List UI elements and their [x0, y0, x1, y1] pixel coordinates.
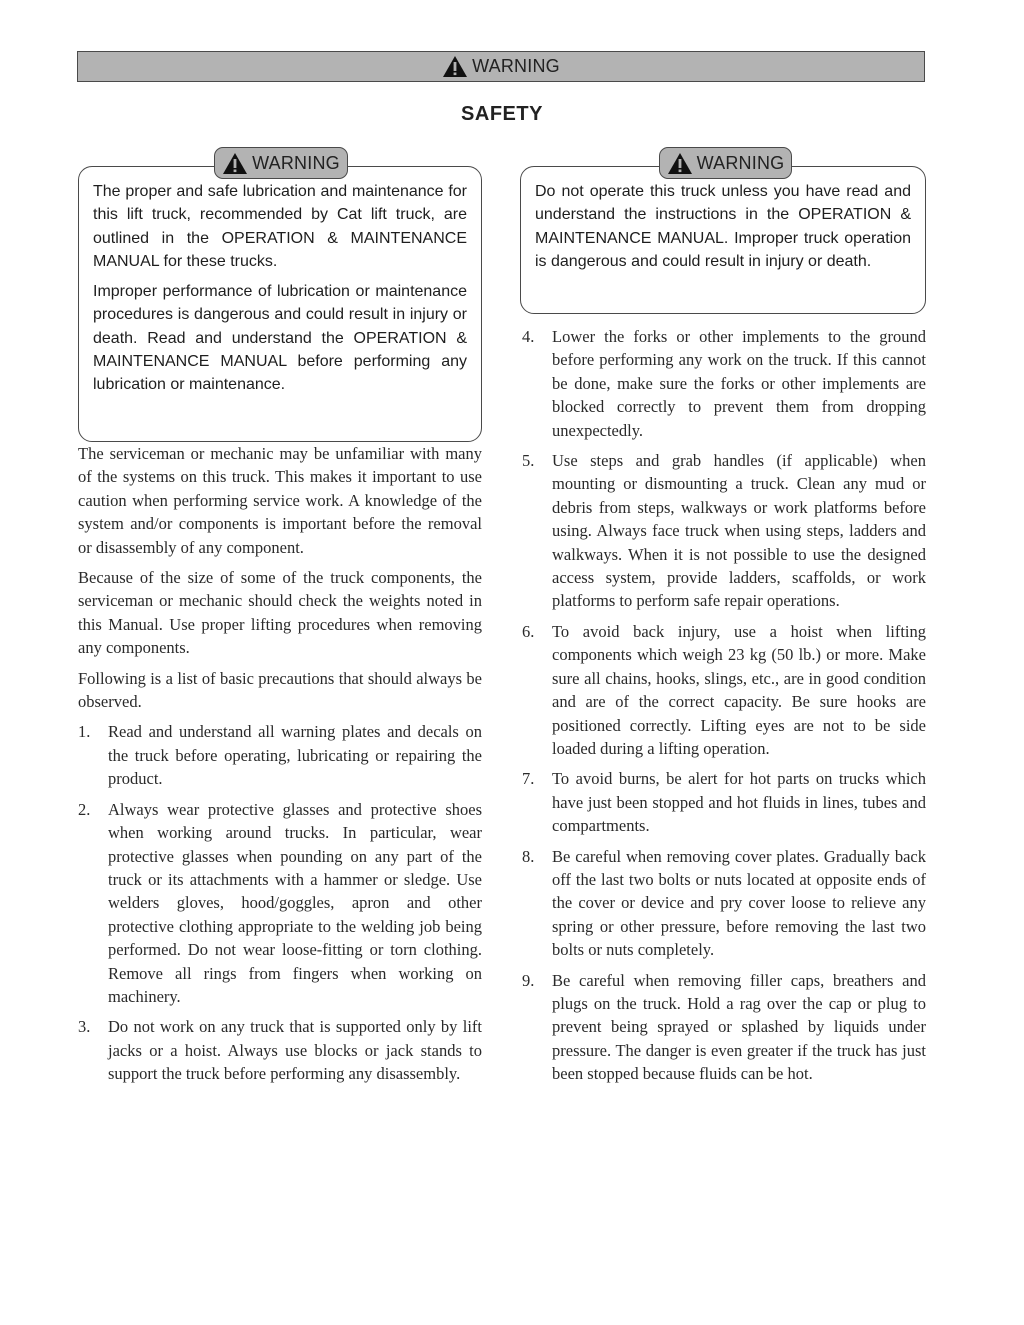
item-text: Use steps and grab handles (if applicable) when mounting or dismounting a truck. Clean any mud or debris from steps, walkways or work platforms before using. Always face truck when using steps, ladders and walkways. When it is not possible to use the designed access system, provide ladders, scaffolds, or work platforms to perform safe repair operations.	[552, 451, 926, 611]
item-text: To avoid burns, be alert for hot parts on trucks which have just been stopped and hot fluids in lines, tubes and compartments.	[552, 769, 926, 836]
left-box-paragraph: Improper performance of lubrication or maintenance procedures is dangerous and could result in injury or death. Read and understand the OPERATION & MAINTENANCE MANUAL before performing any lubrication or maintenance.	[93, 283, 467, 394]
left-paragraph: Because of the size of some of the truck components, the serviceman or mechanic should check the weights noted in this Manual. Use proper lifting procedures when removing any components.	[78, 568, 482, 658]
warning-triangle-icon	[222, 152, 248, 175]
precaution-list	[78, 720, 482, 1085]
list-item	[522, 767, 926, 837]
item-text: Lower the forks or other implements to the ground before performing any work on the truck. If this cannot be done, make sure the forks or other implements are blocked correctly to prevent them from dropping unexpectedly.	[552, 327, 926, 440]
warning-triangle-icon	[667, 152, 693, 175]
right-tag-label: WARNING	[696, 152, 785, 173]
banner-label: WARNING	[472, 56, 560, 76]
list-item	[522, 449, 926, 613]
item-text: Always wear protective glasses and protective shoes when working around trucks. In particular, wear protective glasses when pounding on any part of the truck or its attachments with a hammer or sledge. Use welders gloves, hood/goggles, apron and other protective clothing appropriate to the welding job being performed. Do not wear loose-fitting or torn clothing. Remove all rings from fingers when working on machinery.	[108, 799, 482, 1006]
left-tag-label: WARNING	[252, 152, 340, 173]
item-number: 8.	[522, 846, 535, 866]
left-warning-box	[78, 166, 482, 442]
left-paragraph: Following is a list of basic precautions that should always be observed.	[78, 668, 482, 712]
left-body	[78, 442, 482, 1093]
item-number: 1.	[78, 722, 91, 742]
list-item	[78, 1015, 482, 1085]
warning-triangle-icon	[442, 55, 468, 78]
page-title: SAFETY	[461, 103, 543, 125]
item-number: 7.	[522, 769, 535, 789]
left-warning-tag	[214, 147, 348, 179]
list-item	[78, 720, 482, 790]
item-number: 3.	[78, 1017, 91, 1037]
item-text: To avoid back injury, use a hoist when lifting components which weigh 23 kg (50 lb.) or more. Make sure all chains, hooks, slings, etc., are in good condition and are of the correct capacity. Be sure hooks are positioned correctly. Lifting eyes are not to be side loaded during a lifting operation.	[552, 621, 926, 758]
right-warning-box	[520, 166, 926, 314]
right-box-paragraph: Do not operate this truck unless you have read and understand the instructions in the OPERATION & MAINTENANCE MANUAL. Improper truck operation is dangerous and could result in injury or death.	[535, 183, 911, 270]
warning-banner	[77, 51, 925, 82]
precaution-list-continued	[522, 325, 926, 1086]
list-item	[522, 969, 926, 1086]
item-text: Be careful when removing filler caps, breathers and plugs on the truck. Hold a rag over the cap or plug to prevent being sprayed or splashed by liquids under pressure. The danger is even greater if the truck has just been stopped because fluids can be hot.	[552, 970, 926, 1084]
item-number: 5.	[522, 451, 535, 471]
item-number: 6.	[522, 621, 535, 641]
list-item	[522, 325, 926, 442]
list-item	[522, 845, 926, 962]
list-item	[78, 798, 482, 1009]
item-text: Read and understand all warning plates and decals on the truck before operating, lubricating or repairing the product.	[108, 722, 482, 789]
left-paragraph: The serviceman or mechanic may be unfamiliar with many of the systems on this truck. This makes it important to use caution when performing service work. A knowledge of the system and/or components is important before the removal or disassembly of any component.	[78, 444, 482, 557]
item-number: 4.	[522, 327, 535, 346]
item-number: 2.	[78, 799, 91, 819]
item-number: 9.	[522, 970, 535, 990]
right-warning-tag	[659, 147, 792, 179]
left-box-paragraph: The proper and safe lubrication and maintenance for this lift truck, recommended by Cat lift truck, are outlined in the OPERATION & MAINTENANCE MANUAL for these trucks.	[93, 183, 467, 270]
item-text: Do not work on any truck that is supported only by lift jacks or a hoist. Always use blocks or jack stands to support the truck before performing any disassembly.	[108, 1017, 482, 1084]
list-item	[522, 620, 926, 760]
item-text: Be careful when removing cover plates. Gradually back off the last two bolts or nuts located at opposite ends of the cover or device and pry cover loose to relieve any spring or other pressure, before removing the last two bolts or nuts completely.	[552, 846, 926, 960]
right-body	[522, 325, 926, 1093]
